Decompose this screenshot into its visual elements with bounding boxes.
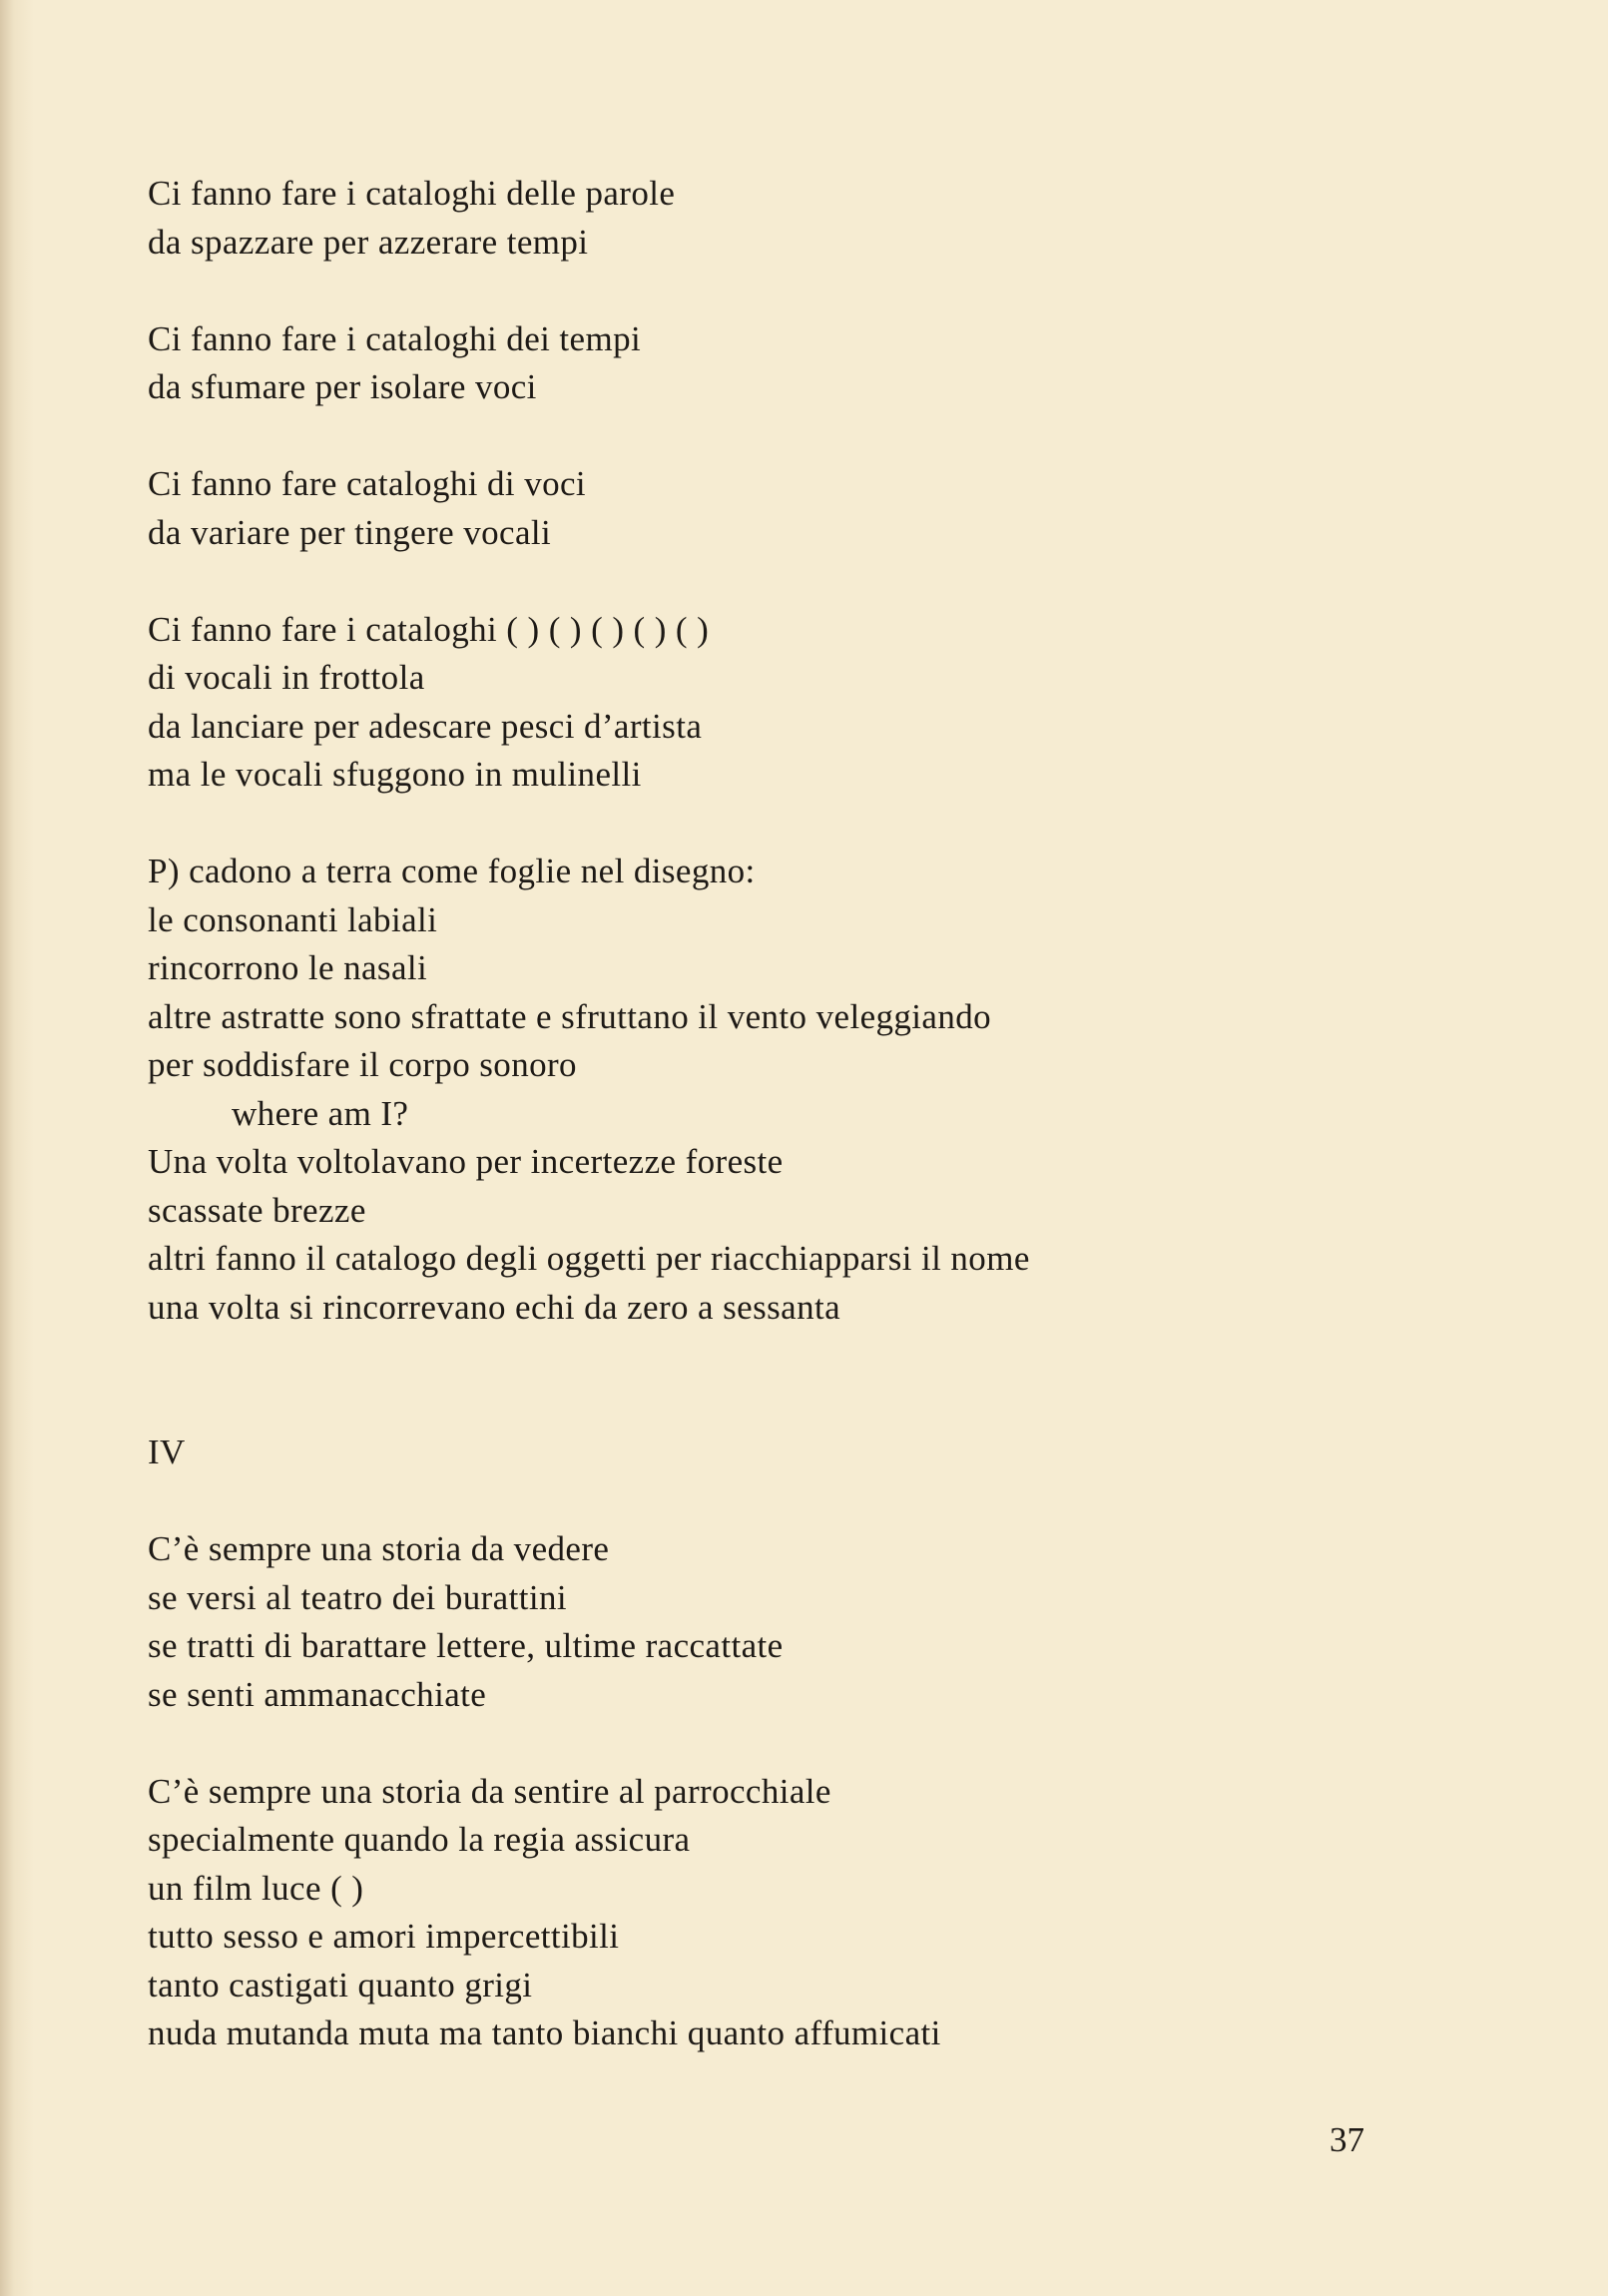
poem-line: Ci fanno fare cataloghi di voci — [148, 464, 587, 503]
poem-line: Ci fanno fare i cataloghi dei tempi — [148, 318, 642, 358]
poem-line: altri fanno il catalogo degli oggetti per riacchiapparsi il nome — [148, 1239, 1030, 1278]
poem-line: tanto castigati quanto grigi — [148, 1965, 533, 2005]
page-number: 37 — [1330, 2120, 1364, 2159]
poem-line: un film luce ( ) — [148, 1868, 364, 1908]
stanza — [148, 315, 1525, 412]
poem-line: Ci fanno fare i cataloghi ( ) ( ) ( ) ( ) ( ) — [148, 609, 710, 649]
poem-line: scassate brezze — [148, 1190, 366, 1230]
stanza — [148, 1525, 1525, 1719]
poem-line: se tratti di barattare lettere, ultime raccattate — [148, 1626, 784, 1665]
section-heading: IV — [148, 1433, 186, 1471]
stanza — [148, 170, 1525, 267]
poem-line: altre astratte sono sfrattate e sfruttano il vento veleggiando — [148, 996, 992, 1036]
poem-line: rincorrono le nasali — [148, 948, 428, 987]
poem-line: le consonanti labiali — [148, 899, 438, 939]
poem-line: da spazzare per azzerare tempi — [148, 222, 589, 262]
poem-line: da sfumare per isolare voci — [148, 367, 537, 406]
stanza — [148, 1768, 1525, 2058]
poem-line: Ci fanno fare i cataloghi delle parole — [148, 174, 676, 213]
poem-line: di vocali in frottola — [148, 658, 425, 697]
poem-line: da variare per tingere vocali — [148, 512, 552, 552]
poem-line: se versi al teatro dei burattini — [148, 1577, 568, 1617]
poem-line-indented: where am I? — [232, 1093, 409, 1133]
poem-line: C’è sempre una storia da vedere — [148, 1529, 610, 1568]
poem-line: per soddisfare il corpo sonoro — [148, 1045, 577, 1084]
stanza — [148, 460, 1525, 557]
poem-line: C’è sempre una storia da sentire al parrocchiale — [148, 1771, 831, 1811]
poem-line: nuda mutanda muta ma tanto bianchi quanto affumicati — [148, 2013, 941, 2052]
poem-line: se senti ammanacchiate — [148, 1674, 487, 1714]
poem-line: da lanciare per adescare pesci d’artista — [148, 706, 703, 746]
poem-line: ma le vocali sfuggono in mulinelli — [148, 755, 642, 794]
poem-text — [148, 170, 1525, 2058]
poem-line: tutto sesso e amori impercettibili — [148, 1917, 620, 1956]
poem-line: P) cadono a terra come foglie nel disegno: — [148, 852, 756, 890]
stanza — [148, 606, 1525, 800]
poem-line: una volta si rincorrevano echi da zero a sessanta — [148, 1287, 841, 1327]
poem-line: Una volta voltolavano per incertezze foreste — [148, 1142, 784, 1181]
stanza — [148, 848, 1525, 1332]
poem-line: specialmente quando la regia assicura — [148, 1820, 691, 1859]
